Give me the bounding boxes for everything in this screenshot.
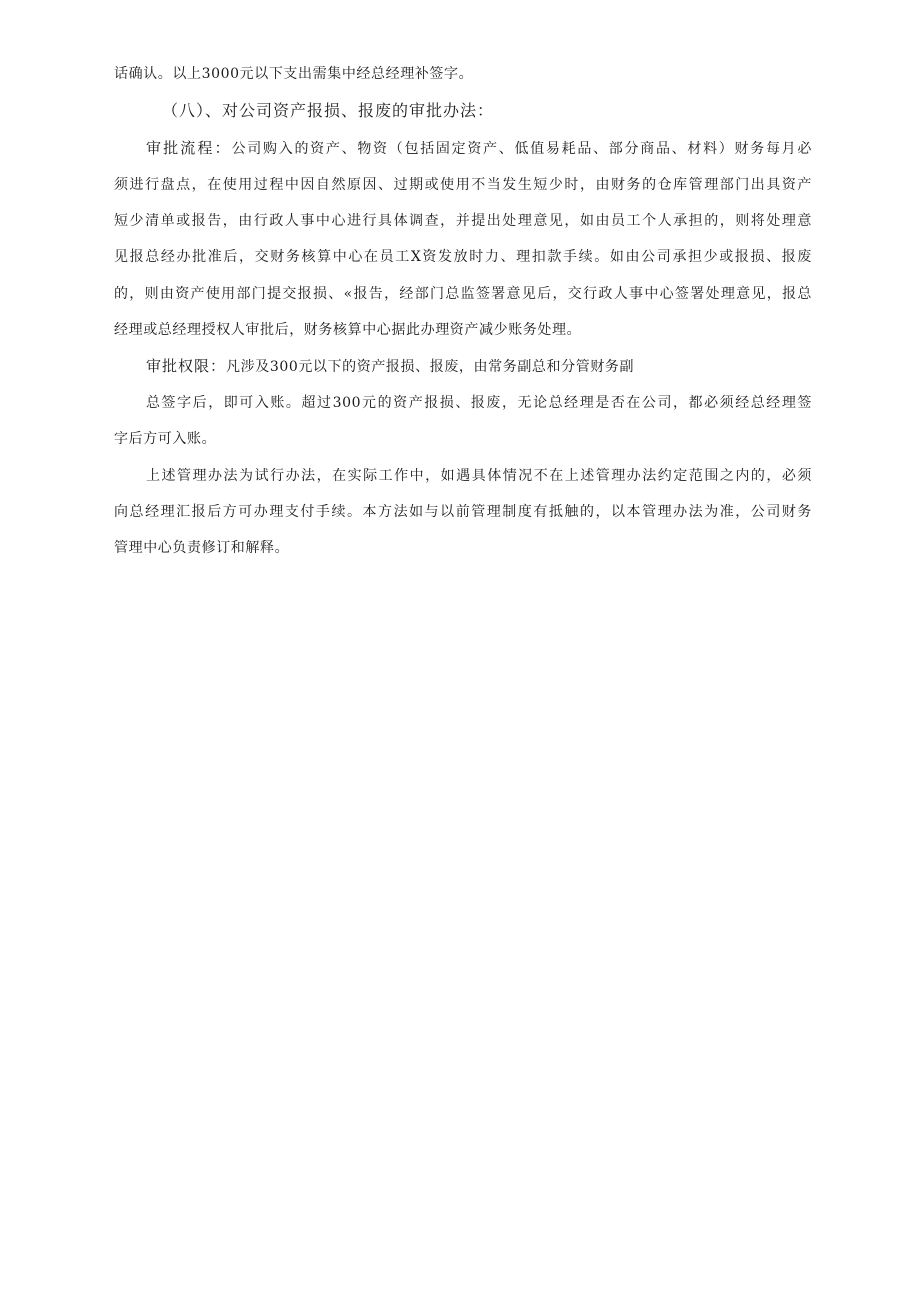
paragraph-line: 短少清单或报告，由行政人事中心进行具体调查，并提出处理意见，如由员工个人承担的，则将处理意 (114, 213, 812, 229)
paragraph-line: 的，则由资产使用部门提交报损、«报告，经部门总监签署意见后，交行政人事中心签署处理意见，报总 (114, 286, 812, 302)
paragraph-line: 经理或总经理授权人审批后，财务核算中心据此办理资产减少账务处理。 (114, 322, 582, 338)
paragraph-line: 须进行盘点，在使用过程中因自然原因、过期或使用不当发生短少时，由财务的仓库管理部门出具资产 (114, 177, 812, 193)
paragraph-text: 凡涉及300元以下的资产报损、报废，由常务副总和分管财务副 (226, 359, 635, 375)
paragraph-line: 话确认。以上3000元以下支出需集中经总经理补签字。 (114, 66, 474, 82)
paragraph-line: 向总经理汇报后方可办理支付手续。本方法如与以前管理制度有抵触的，以本管理办法为准，公司财务 (114, 504, 812, 520)
approval-authority-label: 审批权限： (146, 357, 227, 375)
approval-process-first-line (146, 138, 812, 159)
approval-authority-first-line (146, 356, 812, 377)
section-heading: （八）、对公司资产报损、报废的审批办法： (162, 101, 495, 120)
paragraph-line: 上述管理办法为试行办法，在实际工作中，如遇具体情况不在上述管理办法约定范围之内的，必须 (146, 468, 812, 484)
paragraph-line: 总签字后，即可入账。超过300元的资产报损、报废，无论总经理是否在公司，都必须经总经理签 (146, 395, 812, 411)
paragraph-line: 管理中心负责修订和解释。 (114, 540, 290, 556)
approval-process-label: 审批流程： (146, 139, 232, 157)
paragraph-line: 见报总经办批准后，交财务核算中心在员工X资发放时力、理扣款手续。如由公司承担少或报损、报废 (114, 249, 812, 265)
paragraph-line: 字后方可入账。 (114, 431, 217, 447)
paragraph-text: 公司购入的资产、物资（包括固定资产、低值易耗品、部分商品、材料）财务每月必 (231, 141, 812, 157)
